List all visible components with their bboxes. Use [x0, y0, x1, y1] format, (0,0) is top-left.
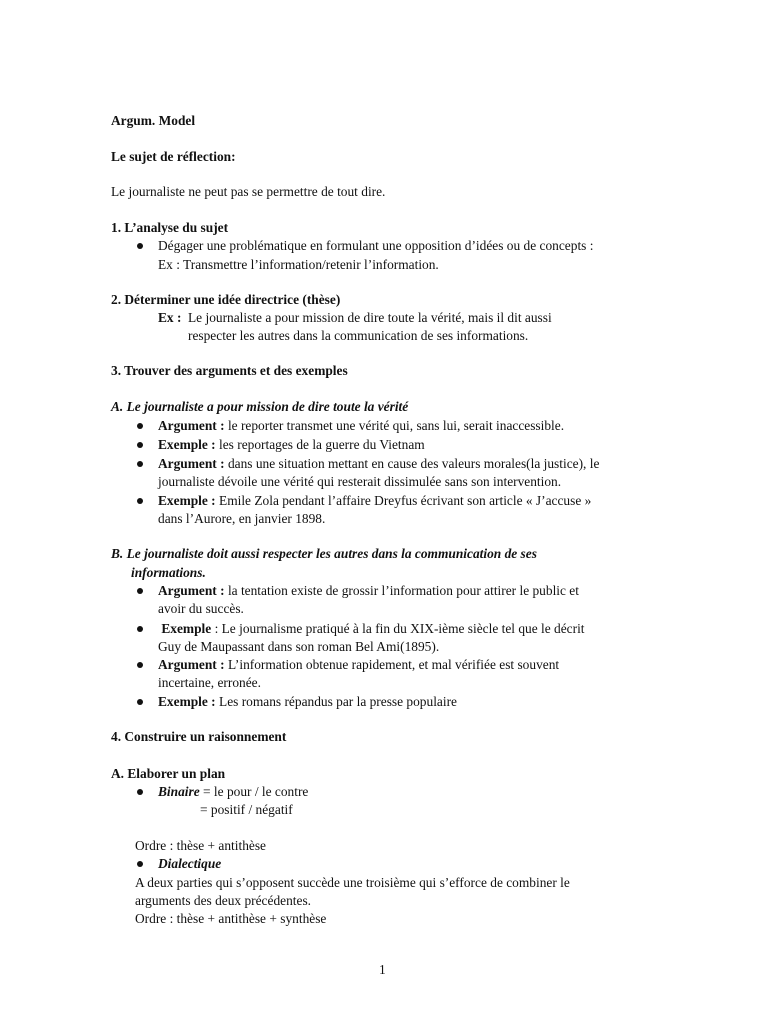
section-1-heading: 1. L’analyse du sujet [111, 220, 229, 235]
bullet-icon [137, 243, 143, 249]
bullet-icon [137, 461, 143, 467]
example-text: Le journaliste a pour mission de dire toute la vérité, mais il dit aussi [188, 310, 552, 325]
example-label: Ex : [158, 310, 182, 325]
order-text: Ordre : thèse + antithèse [135, 838, 266, 853]
page-number: 1 [379, 962, 386, 977]
subsection-b-heading-continuation: informations. [131, 565, 206, 580]
list-item: Argument : la tentation existe de grossir l’information pour attirer le public et [158, 583, 579, 598]
list-item-continuation: avoir du succès. [158, 601, 244, 616]
paragraph-text: A deux parties qui s’opposent succède une troisième qui s’efforce de combiner le [135, 875, 570, 890]
list-item: Argument : le reporter transmet une vérité qui, sans lui, serait inaccessible. [158, 418, 565, 433]
section-3-heading: 3. Trouver des arguments et des exemples [111, 363, 348, 378]
list-item-continuation: incertaine, erronée. [158, 675, 261, 690]
list-item-continuation: = positif / négatif [200, 802, 293, 817]
list-item: Exemple : les reportages de la guerre du Vietnam [158, 437, 425, 452]
list-item: Argument : L’information obtenue rapidement, et mal vérifiée est souvent [158, 657, 560, 672]
bullet-icon [137, 588, 143, 594]
list-item-continuation: dans l’Aurore, en janvier 1898. [158, 511, 326, 526]
bullet-icon [137, 498, 143, 504]
list-item: Exemple : Emile Zola pendant l’affaire Dreyfus écrivant son article « J’accuse » [158, 493, 592, 508]
subsection-a-plan-heading: A. Elaborer un plan [111, 766, 226, 781]
section-2-heading: 2. Déterminer une idée directrice (thèse) [111, 292, 341, 307]
list-item-continuation: journaliste dévoile une vérité qui resterait dissimulée sans son intervention. [158, 474, 562, 489]
paragraph-text-continuation: arguments des deux précédentes. [135, 893, 312, 908]
list-item: Binaire = le pour / le contre [158, 784, 309, 799]
bullet-icon [137, 442, 143, 448]
list-item: Argument : dans une situation mettant en cause des valeurs morales(la justice), le [158, 456, 600, 471]
subsection-b-heading: B. Le journaliste doit aussi respecter les autres dans la communication de ses [111, 546, 537, 561]
bullet-icon [137, 789, 143, 795]
list-item-continuation: Ex : Transmettre l’information/retenir l’information. [158, 257, 439, 272]
subject-heading: Le sujet de réflection: [111, 149, 236, 164]
bullet-icon [137, 423, 143, 429]
bullet-icon [137, 662, 143, 668]
bullet-icon [137, 699, 143, 705]
bullet-icon [137, 861, 143, 867]
section-4-heading: 4. Construire un raisonnement [111, 729, 287, 744]
document-title: Argum. Model [111, 113, 196, 128]
list-item: Dégager une problématique en formulant une opposition d’idées ou de concepts : [158, 238, 594, 253]
example-text-continuation: respecter les autres dans la communication de ses informations. [188, 328, 529, 343]
subject-text: Le journaliste ne peut pas se permettre de tout dire. [111, 184, 386, 199]
list-item: Exemple : Le journalisme pratiqué à la fin du XIX-ième siècle tel que le décrit [161, 621, 585, 636]
bullet-icon [137, 626, 143, 632]
list-item-continuation: Guy de Maupassant dans son roman Bel Ami(1895). [158, 639, 440, 654]
subsection-a-heading: A. Le journaliste a pour mission de dire toute la vérité [111, 399, 409, 414]
order-text: Ordre : thèse + antithèse + synthèse [135, 911, 327, 926]
list-item: Exemple : Les romans répandus par la presse populaire [158, 694, 457, 709]
list-item: Dialectique [158, 856, 222, 871]
